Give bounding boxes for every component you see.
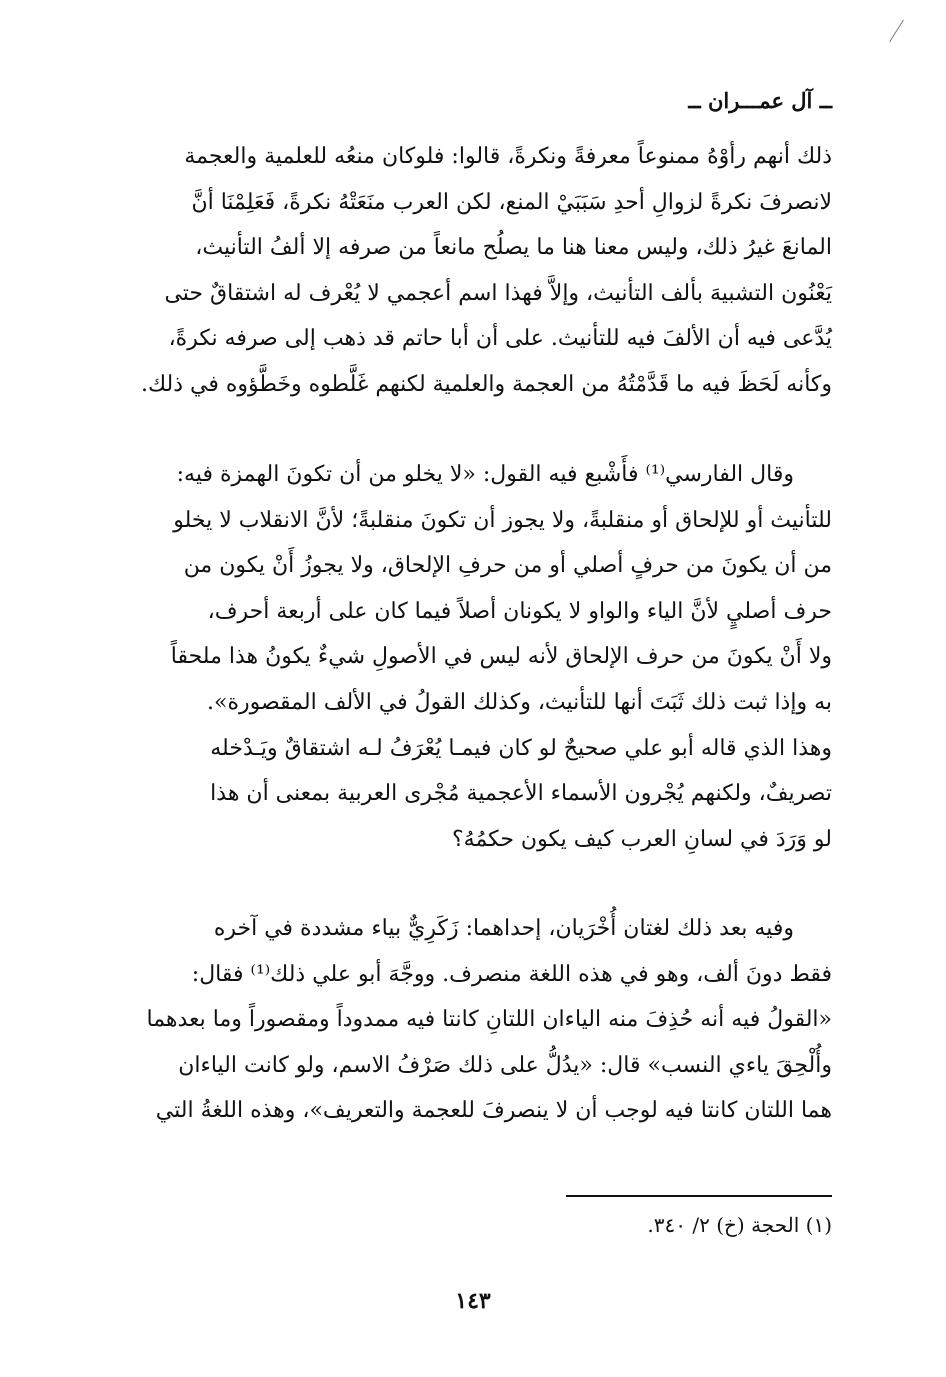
- footnote: (١) الحجة (خ) ٢/ ٣٤٠.: [647, 1213, 832, 1237]
- text-line: يَعْنُون التشبيهَ بألف التأنيث، وإلاَّ فهذا اسم أعجمي لا يُعْرف له اشتقاقٌ حتى: [164, 280, 832, 306]
- text-line: تصريفٌ، ولكنهم يُجْرون الأسماء الأعجمية مُجْرى العربية بمعنى أن هذا: [210, 781, 832, 807]
- text-line: وهذا الذي قاله أبو علي صحيحٌ لو كان فيمـا يُعْرَفُ لـه اشتقاقٌ ويَـدْخله: [210, 735, 832, 761]
- footnote-divider: [566, 1195, 832, 1197]
- text-line: فقط دونَ ألف، وهو في هذه اللغة منصرف. ووجَّهَ أبو علي ذلك⁽¹⁾ فقال:: [191, 961, 832, 987]
- text-line: للتأنيث أو للإلحاق أو منقلبةً، ولا يجوز أن تكونَ منقلبةً؛ لأنَّ الانقلاب لا يخلو: [173, 507, 832, 533]
- running-header: ــ آل عمـــران ــ: [688, 88, 832, 113]
- text-line: من أن يكونَ من حرفٍ أصلي أو من حرفِ الإلحاق، ولا يجوزُ أَنْ يكون من: [183, 553, 832, 579]
- text-line: وفيه بعد ذلك لغتان أُخْرَيان، إحداهما: زَكَرِيٌّ بياء مشددة في آخره: [213, 916, 794, 941]
- text-line: ذلك أنهم رأوْهُ ممنوعاً معرفةً ونكرةً، قالوا: فلوكان منعُه للعلمية والعجمة: [184, 144, 832, 169]
- text-line: «القولُ فيه أنه حُذِفَ منه الياءان اللتانِ كانتا فيه ممدوداً ومقصوراً وما بعدهما: [146, 1007, 832, 1033]
- text-line: المانعَ غيرُ ذلك، وليس معنا هنا ما يصلُح مانعاً من صرفه إلا ألفُ التأنيث،: [195, 235, 832, 261]
- text-line: هما اللتان كانتا فيه لوجب أن لا ينصرفَ للعجمة والتعريف»، وهذه اللغةُ التي: [155, 1098, 832, 1124]
- paragraph-1: [120, 134, 832, 408]
- page-number: ١٤٣: [455, 1288, 491, 1314]
- text-line: لو وَرَدَ في لسانِ العرب كيف يكون حكمُهُ؟: [451, 826, 832, 852]
- text-line: وأُلْحِقَ ياءي النسب» قال: «يدُلُّ على ذلك صَرْفُ الاسم، ولو كانت الياءان: [178, 1052, 832, 1078]
- text-line: حرف أصليٍ لأنَّ الياء والواو لا يكونان أصلاً فيما كان على أربعة أحرف،: [207, 598, 832, 624]
- paragraph-2: [120, 452, 832, 862]
- text-line: ولا أَنْ يكونَ من حرف الإلحاق لأنه ليس في الأصولِ شيءٌ يكونُ هذا ملحقاً: [170, 644, 832, 670]
- text-line: يُدَّعى فيه أن الألفَ فيه للتأنيث. على أن أبا حاتم قد ذهب إلى صرفه نكرةً،: [168, 326, 832, 352]
- text-line: لانصرفَ نكرةً لزوالِ أحدِ سَبَبَيْ المنع، لكن العرب منَعَتْهُ نكرةً، فَعَلِمْنَا أنَّ: [191, 189, 832, 215]
- text-line: وقال الفارسي⁽¹⁾ فأَشْبع فيه القول: «لا يخلو من أن تكونَ الهمزة فيه:: [176, 462, 794, 487]
- text-line: وكأنه لَحَظَ فيه ما قَدَّمْتُهُ من العجمة والعلمية لكنهم غَلَّطوه وخَطَّؤوه في ذلك.: [141, 371, 832, 397]
- pencil-mark: [889, 20, 904, 43]
- text-line: به وإذا ثبت ذلك ثَبَتَ أنها للتأنيث، وكذلك القولُ في الألف المقصورة».: [206, 689, 832, 715]
- paragraph-3: [120, 906, 832, 1134]
